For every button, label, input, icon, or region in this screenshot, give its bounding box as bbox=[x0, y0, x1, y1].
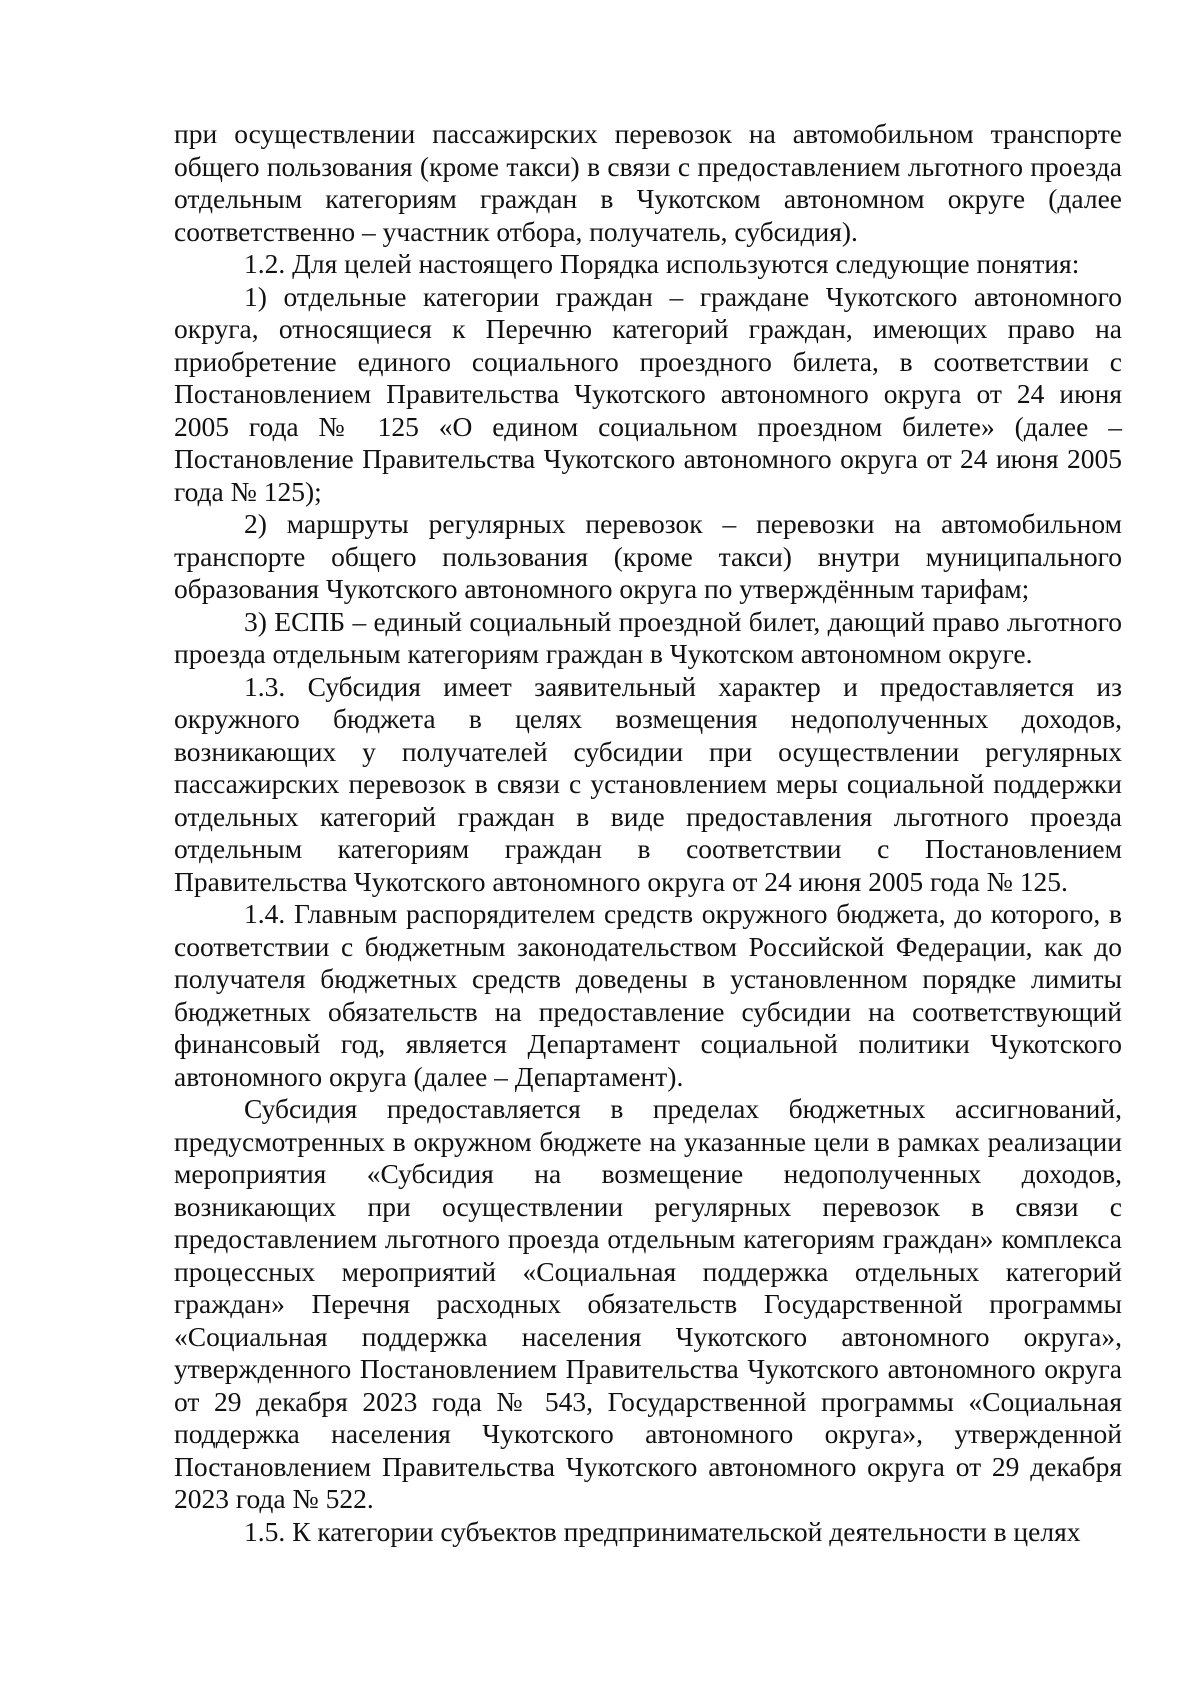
paragraph-definition-1: 1) отдельные категории граждан – граждане Чукотского автономного округа, относящиеся к Перечню категорий граждан, имеющих право на приобретение единого социального проездного билета, в соответствии с Постановлением Правительства Чукотского автономного округа от 24 июня 2005 года № 125 «О едином социальном проездном билете» (далее – Постановление Правительства Чукотского автономного округа от 24 июня 2005 года № 125); bbox=[174, 280, 1122, 507]
document-body bbox=[174, 118, 1122, 1548]
paragraph-definition-2: 2) маршруты регулярных перевозок – перевозки на автомобильном транспорте общего пользования (кроме такси) внутри муниципального образования Чукотского автономного округа по утверждённым тарифам; bbox=[174, 508, 1122, 604]
paragraph-1-2: 1.2. Для целей настоящего Порядка используются следующие понятия: bbox=[244, 248, 1080, 279]
paragraph-continuation: при осуществлении пассажирских перевозок на автомобильном транспорте общего пользования (кроме такси) в связи с предоставлением льготного проезда отдельным категориям граждан в Чукотском автономном округе (далее соответственно – участник отбора, получатель, субсидия). bbox=[174, 118, 1122, 247]
paragraph-definition-3: 3) ЕСПБ – единый социальный проездной билет, дающий право льготного проезда отдельным категориям граждан в Чукотском автономном округе. bbox=[174, 605, 1122, 669]
paragraph-subsidy-limits: Субсидия предоставляется в пределах бюджетных ассигнований, предусмотренных в окружном бюджете на указанные цели в рамках реализации мероприятия «Субсидия на возмещение недополученных доходов, возникающих при осуществлении регулярных перевозок в связи с предоставлением льготного проезда отдельным категориям граждан» комплекса процессных мероприятий «Социальная поддержка отдельных категорий граждан» Перечня расходных обязательств Государственной программы «Социальная поддержка населения Чукотского автономного округа», утвержденного Постановлением Правительства Чукотского автономного округа от 29 декабря 2023 года № 543, Государственной программы «Социальная поддержка населения Чукотского автономного округа», утвержденной Постановлением Правительства Чукотского автономного округа от 29 декабря 2023 года № 522. bbox=[174, 1093, 1122, 1514]
paragraph-1-5: 1.5. К категории субъектов предпринимательской деятельности в целях bbox=[244, 1515, 1081, 1547]
paragraph-1-4: 1.4. Главным распорядителем средств окружного бюджета, до которого, в соответствии с бюджетным законодательством Российской Федерации, как до получателя бюджетных средств доведены в установленном порядке лимиты бюджетных обязательств на предоставление субсидии на соответствующий финансовый год, является Департамент социальной политики Чукотского автономного округа (далее – Департамент). bbox=[174, 898, 1122, 1092]
paragraph-1-3: 1.3. Субсидия имеет заявительный характер и предоставляется из окружного бюджета в целях возмещения недополученных доходов, возникающих у получателей субсидии при осуществлении регулярных пассажирских перевозок в связи с установлением меры социальной поддержки отдельных категорий граждан в виде предоставления льготного проезда отдельным категориям граждан в соответствии с Постановлением Правительства Чукотского автономного округа от 24 июня 2005 года № 125. bbox=[174, 670, 1122, 897]
